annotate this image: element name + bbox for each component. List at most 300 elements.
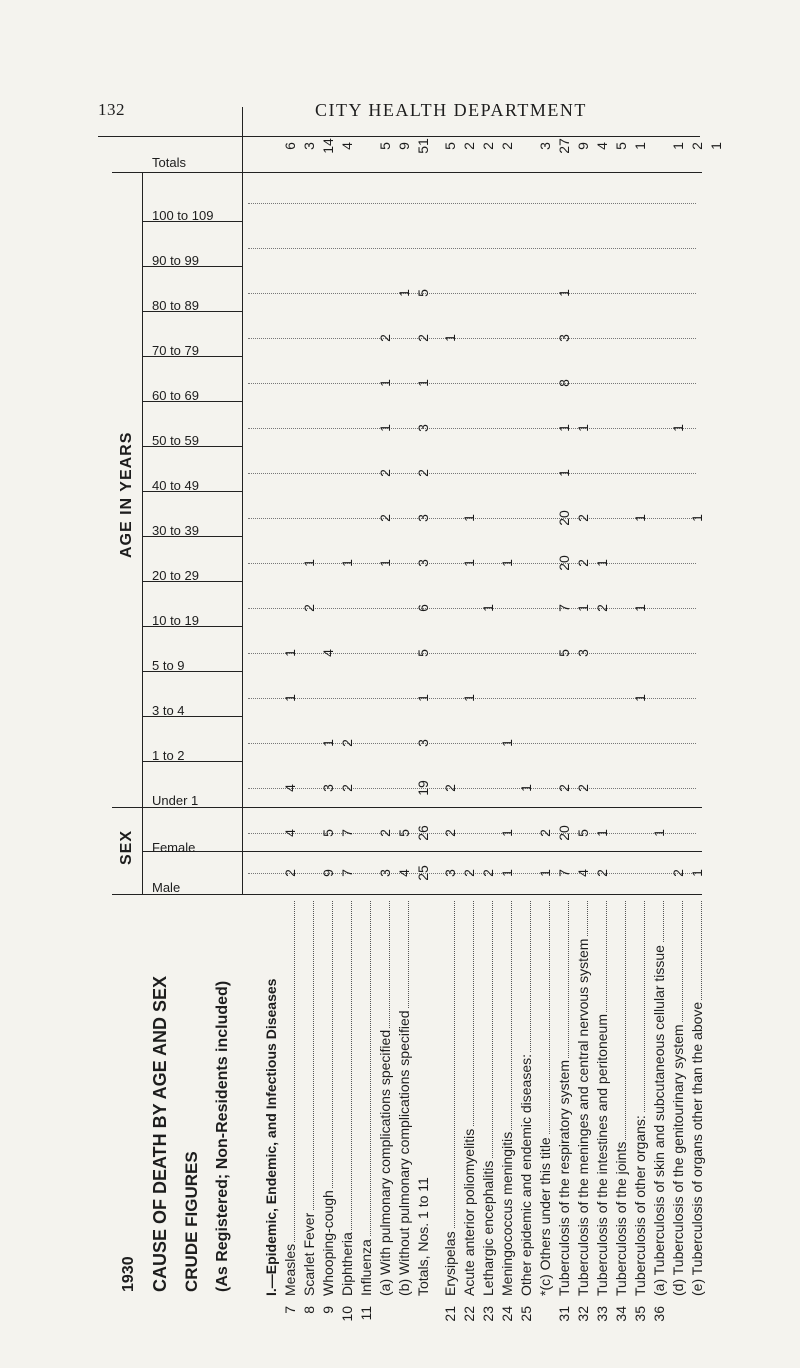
cell-age: 2 [377, 334, 393, 342]
cell-age: 2 [339, 784, 355, 792]
cause-label [688, 901, 706, 1296]
cell-age: 1 [320, 739, 336, 747]
cell-total: 5 [613, 142, 629, 150]
cell-age: 1 [499, 559, 515, 567]
cell-age [300, 413, 318, 443]
cell-male [357, 858, 375, 888]
cell-total: 4 [594, 142, 610, 150]
cell-age [357, 188, 375, 218]
cell-age [338, 233, 356, 263]
cell-age [669, 278, 687, 308]
rule-header-body [242, 107, 243, 895]
cell-age [536, 458, 554, 488]
cell-age: 7 [556, 604, 572, 612]
col-totals: Totals [152, 155, 186, 170]
cell-age [669, 503, 687, 533]
cell-age [479, 503, 497, 533]
cell-female: 2 [377, 829, 393, 837]
cell-age [536, 503, 554, 533]
cell-female [262, 818, 280, 848]
cell-age [536, 593, 554, 623]
cell-male: 2 [282, 869, 298, 877]
cell-age [669, 368, 687, 398]
cell-age [631, 323, 649, 353]
cell-age [262, 773, 280, 803]
cell-age [357, 413, 375, 443]
cell-total: 51 [415, 138, 431, 154]
cell-age: 1 [301, 559, 317, 567]
cell-age: 1 [632, 604, 648, 612]
cause-label [414, 901, 432, 1296]
cell-age [460, 458, 478, 488]
cell-age [536, 188, 554, 218]
cell-age: 3 [415, 514, 431, 522]
cell-male: 3 [442, 869, 458, 877]
cell-age [612, 638, 630, 668]
cause-text: Erysipelas [442, 1231, 458, 1296]
cell-male: 7 [339, 869, 355, 877]
cause-text: (a) With pulmonary complications specified [377, 1029, 393, 1296]
cell-male [517, 858, 535, 888]
cell-age: 1 [670, 424, 686, 432]
cell-age [669, 323, 687, 353]
cell-age [536, 233, 554, 263]
cell-age [631, 368, 649, 398]
cell-age [479, 368, 497, 398]
cell-age [536, 368, 554, 398]
cell-age [479, 728, 497, 758]
cell-age [517, 728, 535, 758]
cell-age: 2 [339, 739, 355, 747]
cell-age [460, 413, 478, 443]
cell-age [631, 188, 649, 218]
cell-age [669, 593, 687, 623]
title-year: 1930 [120, 1256, 137, 1292]
cell-age [612, 773, 630, 803]
cell-age [262, 323, 280, 353]
cell-total: 6 [282, 142, 298, 150]
cell-age [707, 323, 725, 353]
cell-age [300, 368, 318, 398]
rotated-table [112, 138, 724, 1322]
cell-age [441, 683, 459, 713]
col-age: 50 to 59 [152, 433, 199, 448]
cell-age [650, 458, 668, 488]
cell-age [498, 773, 516, 803]
cell-age [262, 413, 280, 443]
cell-age: 1 [461, 514, 477, 522]
cell-age [688, 773, 706, 803]
cell-age [707, 188, 725, 218]
cause-label [300, 901, 318, 1296]
cell-age [593, 323, 611, 353]
cell-total: 2 [499, 142, 515, 150]
cell-female: 1 [651, 829, 667, 837]
cell-female: 2 [442, 829, 458, 837]
cell-age [460, 368, 478, 398]
cell-age [688, 548, 706, 578]
col-age: 3 to 4 [152, 703, 185, 718]
cell-age [688, 638, 706, 668]
cell-age [441, 593, 459, 623]
cell-age [688, 413, 706, 443]
row-number: 32 [575, 1306, 591, 1322]
cell-age [669, 638, 687, 668]
cell-age [262, 458, 280, 488]
cell-age: 2 [575, 784, 591, 792]
cell-age [479, 278, 497, 308]
cell-age [479, 773, 497, 803]
cell-age: 5 [415, 649, 431, 657]
cause-label [441, 901, 459, 1296]
cell-age: 2 [575, 514, 591, 522]
cause-text: Tuberculosis of the respiratory system [556, 1059, 572, 1296]
cell-age [536, 548, 554, 578]
cell-male: 9 [320, 869, 336, 877]
cell-age [517, 323, 535, 353]
cell-age [631, 278, 649, 308]
cell-age [376, 773, 394, 803]
cause-label [460, 901, 478, 1296]
cell-age [441, 548, 459, 578]
cell-age [707, 773, 725, 803]
cell-age [460, 278, 478, 308]
cell-female: 4 [282, 829, 298, 837]
cell-age [593, 188, 611, 218]
cell-age [281, 188, 299, 218]
cell-total [650, 131, 668, 161]
cell-female [612, 818, 630, 848]
cell-female [517, 818, 535, 848]
cell-male: 2 [594, 869, 610, 877]
cell-age [376, 638, 394, 668]
col-age: 1 to 2 [152, 748, 185, 763]
cell-male [262, 858, 280, 888]
cell-age [612, 413, 630, 443]
cell-age [612, 683, 630, 713]
cell-female: 1 [499, 829, 515, 837]
cause-label [395, 901, 413, 1296]
col-age: 70 to 79 [152, 343, 199, 358]
cause-label [498, 901, 516, 1296]
cause-text: Tuberculosis of the intestines and peritoneum [594, 1014, 610, 1296]
cell-age [574, 368, 592, 398]
cell-female [688, 818, 706, 848]
cell-age [441, 188, 459, 218]
cell-female: 5 [320, 829, 336, 837]
cause-label [593, 901, 611, 1296]
cell-age [593, 773, 611, 803]
cell-age [574, 683, 592, 713]
cause-text: (b) Without pulmonary complications specified [396, 1010, 412, 1296]
cell-female: 1 [594, 829, 610, 837]
cell-age [338, 368, 356, 398]
cell-age [650, 188, 668, 218]
cell-age [517, 593, 535, 623]
cell-age [650, 683, 668, 713]
cell-age: 20 [556, 510, 572, 526]
cell-age [479, 413, 497, 443]
cell-age: 2 [575, 559, 591, 567]
cell-age [688, 188, 706, 218]
cell-age [631, 548, 649, 578]
cell-age [357, 773, 375, 803]
cell-age [536, 773, 554, 803]
cell-age: 5 [415, 289, 431, 297]
cell-age [338, 188, 356, 218]
cell-age: 3 [575, 649, 591, 657]
cell-age [669, 233, 687, 263]
cell-age [650, 278, 668, 308]
cause-text: Whooping-cough [320, 1190, 336, 1296]
cell-female: 26 [415, 825, 431, 841]
cell-age [281, 323, 299, 353]
cell-age [688, 278, 706, 308]
cell-age [631, 638, 649, 668]
col-age: Under 1 [152, 793, 199, 808]
cell-age [262, 503, 280, 533]
cell-age [479, 233, 497, 263]
cell-age [395, 323, 413, 353]
cell-age [479, 548, 497, 578]
rule-male-female [142, 851, 702, 852]
cell-age [574, 323, 592, 353]
cell-age [498, 638, 516, 668]
cell-female: 2 [537, 829, 553, 837]
cell-age [338, 683, 356, 713]
cell-age [631, 728, 649, 758]
cell-age [707, 728, 725, 758]
cell-age [498, 503, 516, 533]
cell-age: 2 [415, 469, 431, 477]
cause-text: (d) Tuberculosis of the genitourinary system [670, 1024, 686, 1296]
cause-text: Acute anterior poliomyelitis [461, 1128, 477, 1296]
cell-age [593, 413, 611, 443]
cell-age [688, 728, 706, 758]
cell-age [319, 368, 337, 398]
cause-label [338, 901, 356, 1296]
cell-age: 1 [461, 694, 477, 702]
col-female: Female [152, 840, 196, 855]
cell-age: 1 [632, 694, 648, 702]
cell-age [376, 683, 394, 713]
cell-age [517, 638, 535, 668]
cell-age [612, 593, 630, 623]
row-number: 23 [480, 1306, 496, 1322]
row-number: 21 [442, 1306, 458, 1322]
cell-age [536, 683, 554, 713]
cause-label [376, 901, 394, 1296]
cell-age [300, 728, 318, 758]
cell-age [338, 593, 356, 623]
cell-age [479, 458, 497, 488]
cell-age: 4 [320, 649, 336, 657]
cell-age: 1 [480, 604, 496, 612]
cell-total [517, 131, 535, 161]
col-male: Male [152, 880, 181, 895]
cell-age [395, 548, 413, 578]
cell-age [593, 638, 611, 668]
cell-age: 2 [377, 469, 393, 477]
cell-age: 3 [415, 559, 431, 567]
col-age: 30 to 39 [152, 523, 199, 538]
cell-male: 25 [415, 865, 431, 881]
cell-age [498, 188, 516, 218]
cell-total: 2 [480, 142, 496, 150]
cell-age: 20 [556, 555, 572, 571]
cell-age [574, 278, 592, 308]
cell-age: 1 [442, 334, 458, 342]
cause-text: I.—Epidemic, Endemic, and Infectious Diseases [263, 978, 279, 1296]
title-line1: CAUSE OF DEATH BY AGE AND SEX [150, 975, 170, 1292]
cell-age: 1 [339, 559, 355, 567]
cell-age [498, 683, 516, 713]
cell-age [707, 233, 725, 263]
cell-age [338, 458, 356, 488]
cause-text: Lethargic encephalitis [480, 1160, 496, 1296]
cell-male [707, 858, 725, 888]
cell-age [536, 728, 554, 758]
title-line3: (As Registered; Non-Residents included) [214, 980, 231, 1292]
cell-age [357, 683, 375, 713]
sex-group-header: SEX [118, 829, 135, 865]
cell-age: 1 [632, 514, 648, 522]
cell-age [300, 773, 318, 803]
cell-age [281, 548, 299, 578]
cell-age: 8 [556, 379, 572, 387]
leader-dots [281, 901, 295, 1296]
cell-age [498, 278, 516, 308]
cell-age: 2 [442, 784, 458, 792]
cell-age [593, 503, 611, 533]
row-number: 22 [461, 1306, 477, 1322]
cell-age [479, 188, 497, 218]
cell-age [707, 683, 725, 713]
cell-age [441, 368, 459, 398]
cell-age [319, 413, 337, 443]
cell-age [688, 323, 706, 353]
cause-label [650, 901, 668, 1296]
cell-age [281, 593, 299, 623]
cell-age [376, 278, 394, 308]
col-age: 90 to 99 [152, 253, 199, 268]
cell-male: 2 [670, 869, 686, 877]
cell-age [262, 638, 280, 668]
cell-age [281, 368, 299, 398]
cell-age [414, 233, 432, 263]
cell-age: 2 [301, 604, 317, 612]
cell-total: 9 [396, 142, 412, 150]
row-number: 25 [518, 1306, 534, 1322]
cell-age [631, 773, 649, 803]
cell-age: 1 [282, 694, 298, 702]
cell-age [357, 368, 375, 398]
cell-age [669, 683, 687, 713]
rule-age-total [112, 172, 702, 173]
cell-age [612, 323, 630, 353]
cell-age: 1 [556, 424, 572, 432]
cell-male: 1 [689, 869, 705, 877]
row-number: 8 [301, 1306, 317, 1314]
row-number: 24 [499, 1306, 515, 1322]
cell-age [357, 233, 375, 263]
cell-age [300, 278, 318, 308]
cell-age [707, 638, 725, 668]
cell-age [650, 593, 668, 623]
cell-age [300, 638, 318, 668]
cell-age [441, 728, 459, 758]
cause-text: Meningococcus meningitis [499, 1131, 515, 1296]
cell-female: 5 [575, 829, 591, 837]
cell-age: 1 [377, 379, 393, 387]
cell-male [650, 858, 668, 888]
cause-label [479, 901, 497, 1296]
cell-age [460, 728, 478, 758]
cell-age [498, 593, 516, 623]
cell-age [300, 188, 318, 218]
cause-label [319, 901, 337, 1296]
cell-age [262, 278, 280, 308]
cell-total: 3 [537, 142, 553, 150]
cause-label [281, 901, 299, 1296]
cell-age [517, 683, 535, 713]
cell-age [650, 233, 668, 263]
cell-male: 7 [556, 869, 572, 877]
cell-age [262, 548, 280, 578]
cell-age [319, 683, 337, 713]
cell-age [357, 458, 375, 488]
cell-age [574, 728, 592, 758]
cell-age [441, 278, 459, 308]
cell-age [650, 413, 668, 443]
cell-age [650, 728, 668, 758]
cell-age [357, 278, 375, 308]
cell-age: 5 [556, 649, 572, 657]
cause-text: Measles [282, 1243, 298, 1296]
cell-total: 1 [708, 142, 724, 150]
cell-age: 1 [415, 694, 431, 702]
cell-age [395, 773, 413, 803]
cell-female [669, 818, 687, 848]
cause-text: Influenza [358, 1239, 374, 1296]
cell-age [460, 323, 478, 353]
cell-age [612, 188, 630, 218]
col-age: 10 to 19 [152, 613, 199, 628]
cell-age [669, 728, 687, 758]
cell-age [517, 413, 535, 443]
cell-age [612, 728, 630, 758]
cell-age: 1 [575, 424, 591, 432]
cell-age [319, 548, 337, 578]
cell-age [650, 638, 668, 668]
cell-age [574, 233, 592, 263]
cell-age: 2 [556, 784, 572, 792]
cell-age: 1 [575, 604, 591, 612]
department-header: CITY HEALTH DEPARTMENT [315, 100, 587, 120]
cause-text: Tuberculosis of other organs: [632, 1115, 648, 1296]
cause-label [631, 901, 649, 1296]
age-group-header: AGE IN YEARS [118, 431, 135, 558]
cell-age [281, 413, 299, 443]
cell-age [319, 278, 337, 308]
cell-male: 1 [537, 869, 553, 877]
cell-age [498, 233, 516, 263]
cell-age [338, 638, 356, 668]
cell-age [707, 368, 725, 398]
cell-age [300, 233, 318, 263]
cell-age: 1 [499, 739, 515, 747]
cell-age [376, 188, 394, 218]
